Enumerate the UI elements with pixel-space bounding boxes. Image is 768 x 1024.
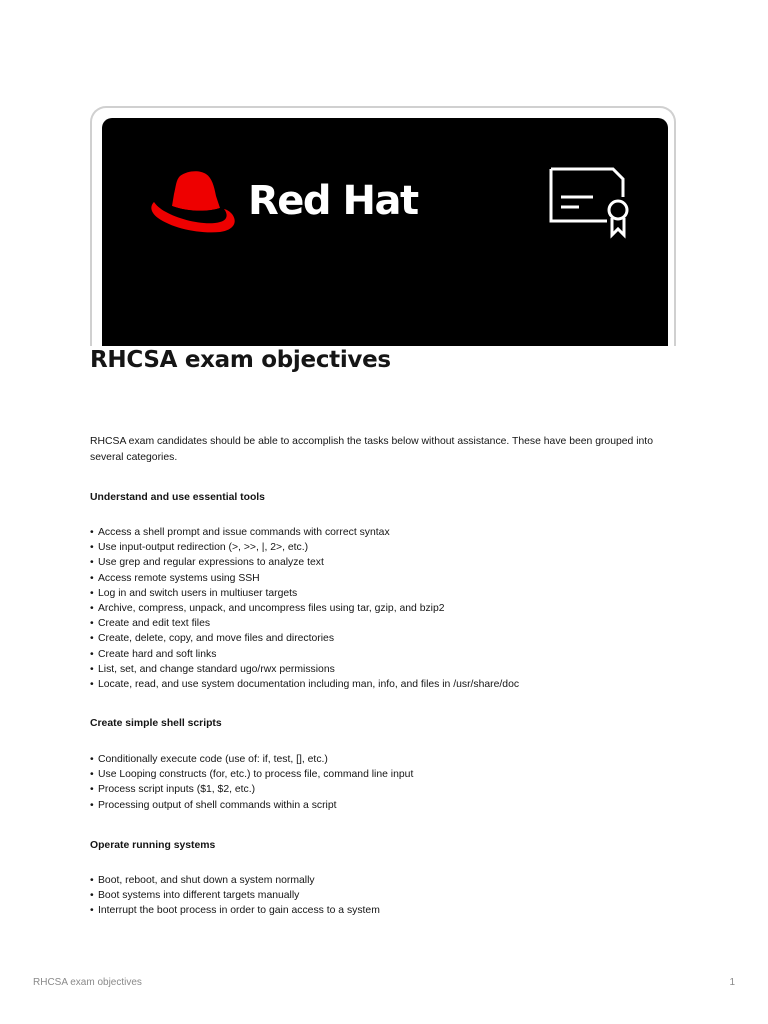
section-heading-essential-tools: Understand and use essential tools bbox=[90, 492, 265, 503]
page-title: RHCSA exam objectives bbox=[90, 347, 391, 373]
list-item: • Interrupt the boot process in order to gain access to a system bbox=[90, 903, 690, 918]
list-item: • Processing output of shell commands within a script bbox=[90, 798, 690, 813]
list-item: • Boot, reboot, and shut down a system normally bbox=[90, 873, 690, 888]
list-item: • Locate, read, and use system documentation including man, info, and files in /usr/share/doc bbox=[90, 677, 690, 692]
list-item: • Conditionally execute code (use of: if, test, [], etc.) bbox=[90, 752, 690, 767]
list-item: • Archive, compress, unpack, and uncompress files using tar, gzip, and bzip2 bbox=[90, 601, 690, 616]
list-essential-tools bbox=[90, 525, 690, 692]
list-item: • Boot systems into different targets manually bbox=[90, 888, 690, 903]
list-item: • Create, delete, copy, and move files and directories bbox=[90, 631, 690, 646]
list-item: • Use Looping constructs (for, etc.) to process file, command line input bbox=[90, 767, 690, 782]
fedora-crown bbox=[172, 171, 220, 211]
footer-page-number: 1 bbox=[729, 977, 735, 988]
section-heading-shell-scripts: Create simple shell scripts bbox=[90, 718, 222, 729]
list-item: • List, set, and change standard ugo/rwx permissions bbox=[90, 662, 690, 677]
list-item: • Process script inputs ($1, $2, etc.) bbox=[90, 782, 690, 797]
intro-paragraph: RHCSA exam candidates should be able to accomplish the tasks below without assistance. These have been grouped into several categories. bbox=[90, 436, 653, 463]
section-heading-running-systems: Operate running systems bbox=[90, 840, 216, 851]
list-shell-scripts bbox=[90, 752, 690, 813]
list-item: • Create hard and soft links bbox=[90, 647, 690, 662]
list-item: • Create and edit text files bbox=[90, 616, 690, 631]
footer-title: RHCSA exam objectives bbox=[33, 977, 142, 988]
list-item: • Log in and switch users in multiuser targets bbox=[90, 586, 690, 601]
list-item: • Access a shell prompt and issue commands with correct syntax bbox=[90, 525, 690, 540]
list-item: • Access remote systems using SSH bbox=[90, 571, 690, 586]
list-item: • Use grep and regular expressions to analyze text bbox=[90, 555, 690, 570]
list-item: • Use input-output redirection (>, >>, |, 2>, etc.) bbox=[90, 540, 690, 555]
certificate-icon bbox=[547, 163, 631, 239]
logo-wordmark: Red Hat bbox=[248, 178, 418, 224]
list-running-systems bbox=[90, 873, 690, 919]
